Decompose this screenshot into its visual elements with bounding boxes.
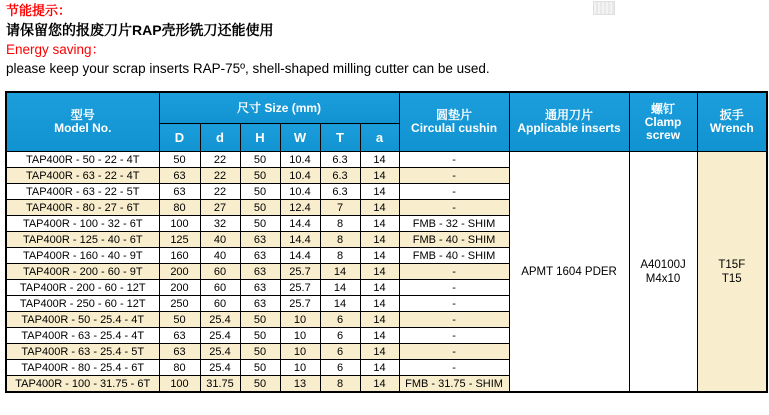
cell-model: TAP400R - 80 - 25.4 - 6T [6, 360, 159, 376]
cell-D: 63 [159, 344, 200, 360]
cell-a: 14 [360, 232, 399, 248]
cell-a: 14 [360, 344, 399, 360]
cell-T: 14 [320, 280, 360, 296]
cell-applicable-inserts-line: APMT 1604 PDER [521, 265, 617, 278]
cell-d: 25.4 [200, 312, 240, 328]
cell-d: 22 [200, 152, 240, 168]
cell-T: 14 [320, 296, 360, 312]
col-header-inserts-cn: 通用刀片 [545, 108, 594, 122]
cell-cushion: - [399, 296, 509, 312]
cell-W: 10 [280, 312, 320, 328]
col-header-wrench-en: Wrench [709, 121, 754, 135]
col-header-model [6, 92, 159, 152]
cell-cushion: FMB - 31.75 - SHIM [399, 376, 509, 393]
cell-H: 50 [240, 168, 280, 184]
cell-T: 14 [320, 264, 360, 280]
cell-D: 50 [159, 152, 200, 168]
cell-a: 14 [360, 168, 399, 184]
cell-W: 10 [280, 360, 320, 376]
col-header-H: H [240, 124, 280, 152]
col-header-wrench-cn: 扳手 [719, 108, 744, 122]
cell-cushion: FMB - 40 - SHIM [399, 248, 509, 264]
cell-cushion: - [399, 344, 509, 360]
cell-cushion: FMB - 40 - SHIM [399, 232, 509, 248]
cell-D: 63 [159, 184, 200, 200]
col-header-model-en: Model No. [54, 121, 112, 135]
cell-d: 40 [200, 232, 240, 248]
faint-image-remnant [593, 1, 615, 15]
cell-a: 14 [360, 280, 399, 296]
cell-model: TAP400R - 50 - 22 - 4T [6, 152, 159, 168]
cell-a: 14 [360, 152, 399, 168]
cell-d: 25.4 [200, 328, 240, 344]
cell-d: 60 [200, 296, 240, 312]
col-header-cushion-cn: 圆垫片 [436, 108, 473, 122]
col-header-model-cn: 型号 [70, 108, 95, 122]
cell-model: TAP400R - 63 - 22 - 5T [6, 184, 159, 200]
col-header-size: 尺寸 Size (mm) [159, 92, 399, 124]
cell-D: 125 [159, 232, 200, 248]
cell-d: 25.4 [200, 344, 240, 360]
cell-model: TAP400R - 200 - 60 - 12T [6, 280, 159, 296]
cell-T: 6 [320, 328, 360, 344]
cell-D: 50 [159, 312, 200, 328]
cell-H: 63 [240, 296, 280, 312]
cell-W: 14.4 [280, 232, 320, 248]
cell-W: 10.4 [280, 168, 320, 184]
cell-T: 6.3 [320, 152, 360, 168]
cell-model: TAP400R - 63 - 25.4 - 5T [6, 344, 159, 360]
cell-D: 63 [159, 328, 200, 344]
cell-cushion: - [399, 360, 509, 376]
cell-W: 14.4 [280, 248, 320, 264]
cell-d: 22 [200, 184, 240, 200]
cell-H: 50 [240, 376, 280, 393]
cell-D: 100 [159, 216, 200, 232]
cell-d: 60 [200, 280, 240, 296]
cell-W: 10 [280, 328, 320, 344]
cell-W: 12.4 [280, 200, 320, 216]
col-header-screw-en2: screw [646, 127, 681, 142]
cell-d: 22 [200, 168, 240, 184]
cell-D: 80 [159, 200, 200, 216]
cell-model: TAP400R - 50 - 25.4 - 4T [6, 312, 159, 328]
col-header-screw-cn: 螺钉 [651, 101, 676, 116]
cell-D: 200 [159, 264, 200, 280]
cell-H: 50 [240, 216, 280, 232]
cell-cushion: - [399, 264, 509, 280]
cell-T: 8 [320, 216, 360, 232]
cell-a: 14 [360, 200, 399, 216]
cell-clamp-screw [629, 152, 697, 393]
cell-W: 13 [280, 376, 320, 393]
cell-T: 8 [320, 376, 360, 393]
cell-H: 50 [240, 344, 280, 360]
cell-H: 63 [240, 232, 280, 248]
cell-W: 25.7 [280, 296, 320, 312]
cell-D: 80 [159, 360, 200, 376]
cell-cushion: - [399, 328, 509, 344]
cell-T: 6 [320, 312, 360, 328]
cell-cushion: - [399, 200, 509, 216]
cell-cushion: - [399, 152, 509, 168]
cell-model: TAP400R - 250 - 60 - 12T [6, 296, 159, 312]
col-header-cushion [399, 92, 509, 152]
cell-H: 50 [240, 312, 280, 328]
cell-model: TAP400R - 100 - 31.75 - 6T [6, 376, 159, 393]
cell-T: 6.3 [320, 184, 360, 200]
cell-a: 14 [360, 296, 399, 312]
cell-W: 10 [280, 344, 320, 360]
cell-d: 27 [200, 200, 240, 216]
cell-H: 63 [240, 248, 280, 264]
cell-D: 250 [159, 296, 200, 312]
cell-T: 8 [320, 248, 360, 264]
cell-clamp-screw-line: A40100J [640, 258, 686, 271]
cell-model: TAP400R - 160 - 40 - 9T [6, 248, 159, 264]
cell-a: 14 [360, 264, 399, 280]
cell-a: 14 [360, 360, 399, 376]
cell-cushion: - [399, 280, 509, 296]
cell-D: 160 [159, 248, 200, 264]
col-header-screw-en1: Clamp [644, 114, 682, 129]
col-header-inserts-en: Applicable inserts [517, 121, 621, 135]
cell-W: 10.4 [280, 184, 320, 200]
cell-wrench [697, 152, 767, 393]
cell-T: 6 [320, 360, 360, 376]
cell-d: 32 [200, 216, 240, 232]
cell-T: 6.3 [320, 168, 360, 184]
energy-saving-note [6, 2, 490, 78]
cell-cushion: - [399, 312, 509, 328]
cell-T: 6 [320, 344, 360, 360]
cell-D: 63 [159, 168, 200, 184]
cell-W: 25.7 [280, 264, 320, 280]
cell-cushion: - [399, 184, 509, 200]
cell-d: 40 [200, 248, 240, 264]
cell-H: 63 [240, 264, 280, 280]
note-cn-title: 节能提示： [6, 3, 72, 18]
cell-H: 50 [240, 152, 280, 168]
col-header-W: W [280, 124, 320, 152]
cell-H: 50 [240, 328, 280, 344]
col-header-D: D [159, 124, 200, 152]
cell-wrench-line: T15 [721, 272, 742, 285]
cell-D: 200 [159, 280, 200, 296]
cell-d: 31.75 [200, 376, 240, 393]
cell-model: TAP400R - 63 - 25.4 - 4T [6, 328, 159, 344]
cell-a: 14 [360, 184, 399, 200]
cell-a: 14 [360, 376, 399, 393]
cell-H: 63 [240, 280, 280, 296]
cell-a: 14 [360, 248, 399, 264]
col-header-d: d [200, 124, 240, 152]
cell-a: 14 [360, 216, 399, 232]
cell-clamp-screw-line: M4x10 [645, 272, 681, 285]
cell-model: TAP400R - 63 - 22 - 4T [6, 168, 159, 184]
note-cn-body: 请保留您的报废刀片RAP壳形铣刀还能使用 [6, 22, 274, 38]
cell-W: 10.4 [280, 152, 320, 168]
col-header-inserts [509, 92, 629, 152]
cell-model: TAP400R - 80 - 27 - 6T [6, 200, 159, 216]
col-header-a: a [360, 124, 399, 152]
cell-D: 100 [159, 376, 200, 393]
cell-T: 8 [320, 232, 360, 248]
cell-H: 50 [240, 360, 280, 376]
cell-model: TAP400R - 200 - 60 - 9T [6, 264, 159, 280]
col-header-wrench [697, 92, 767, 152]
cell-applicable-inserts [509, 152, 629, 393]
cell-H: 50 [240, 184, 280, 200]
spec-table [5, 91, 768, 393]
col-header-cushion-en: Circulal cushin [411, 121, 498, 135]
note-en-body: please keep your scrap inserts RAP-75º, shell-shaped milling cutter can be used. [6, 61, 490, 76]
col-header-T: T [320, 124, 360, 152]
cell-model: TAP400R - 100 - 32 - 6T [6, 216, 159, 232]
cell-cushion: - [399, 168, 509, 184]
col-header-screw [629, 92, 697, 152]
cell-wrench-line: T15F [718, 258, 746, 271]
cell-a: 14 [360, 328, 399, 344]
cell-d: 60 [200, 264, 240, 280]
cell-W: 25.7 [280, 280, 320, 296]
note-en-title: Energy saving： [6, 42, 106, 57]
cell-cushion: FMB - 32 - SHIM [399, 216, 509, 232]
cell-H: 50 [240, 200, 280, 216]
cell-T: 7 [320, 200, 360, 216]
table-row [6, 152, 767, 168]
cell-a: 14 [360, 312, 399, 328]
cell-d: 25.4 [200, 360, 240, 376]
cell-model: TAP400R - 125 - 40 - 6T [6, 232, 159, 248]
cell-W: 14.4 [280, 216, 320, 232]
